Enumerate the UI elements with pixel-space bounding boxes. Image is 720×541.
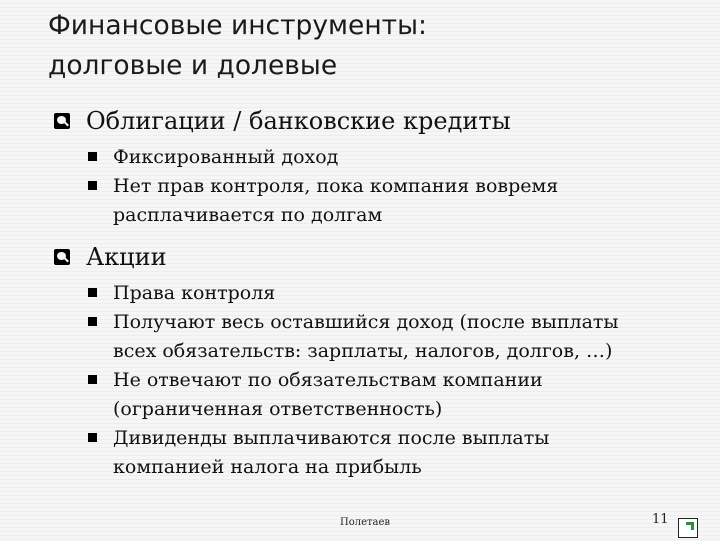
section-heading-text: Облигации / банковские кредиты: [86, 107, 511, 135]
footer-author: Полетаев: [340, 517, 391, 528]
q-bullet-icon: [54, 113, 70, 129]
square-bullet-icon: [88, 288, 97, 297]
square-bullet-icon: [88, 152, 97, 161]
section-shares: [54, 239, 704, 482]
square-bullet-icon: [88, 375, 97, 384]
list-item-text: [113, 172, 558, 230]
slide-title: [48, 6, 688, 86]
list-item-line: расплачивается по долгам: [113, 204, 383, 226]
page-number: 11: [652, 512, 669, 527]
list-item: [88, 366, 704, 424]
section-heading: [54, 239, 704, 275]
list-item-line: Получают весь оставшийся доход (после выплаты: [113, 311, 619, 333]
list-item-line: Не отвечают по обязательствам компании: [113, 369, 543, 391]
list-item-text: [113, 424, 549, 482]
list-item-text: [113, 279, 275, 308]
arrow-icon: [679, 519, 697, 537]
title-line-2: долговые и долевые: [48, 50, 338, 81]
section-bonds: [54, 103, 704, 230]
list-item-line: компанией налога на прибыль: [113, 456, 422, 478]
list-item-line: Нет прав контроля, пока компания вовремя: [113, 175, 559, 197]
list-item: [88, 279, 704, 308]
section-heading: [54, 103, 704, 139]
list-item-text: [113, 308, 619, 366]
list-item: [88, 424, 704, 482]
square-bullet-icon: [88, 181, 97, 190]
square-bullet-icon: [88, 317, 97, 326]
square-bullet-icon: [88, 433, 97, 442]
sub-list: [88, 143, 704, 230]
sub-list: [88, 279, 704, 482]
list-item: [88, 143, 704, 172]
list-item-line: Дивиденды выплачиваются после выплаты: [113, 427, 550, 449]
list-item-line: всех обязательств: зарплаты, налогов, долгов, …): [113, 340, 613, 362]
list-item-line: Фиксированный доход: [113, 146, 339, 168]
next-slide-arrow-icon[interactable]: [678, 518, 698, 538]
list-item-text: [113, 143, 338, 172]
list-item: [88, 172, 704, 230]
list-item-text: [113, 366, 543, 424]
section-heading-text: Акции: [86, 243, 167, 271]
list-item-line: (ограниченная ответственность): [113, 398, 443, 420]
q-bullet-icon: [54, 249, 70, 265]
list-item-line: Права контроля: [113, 282, 276, 304]
title-line-1: Финансовые инструменты:: [48, 10, 427, 41]
list-item: [88, 308, 704, 366]
